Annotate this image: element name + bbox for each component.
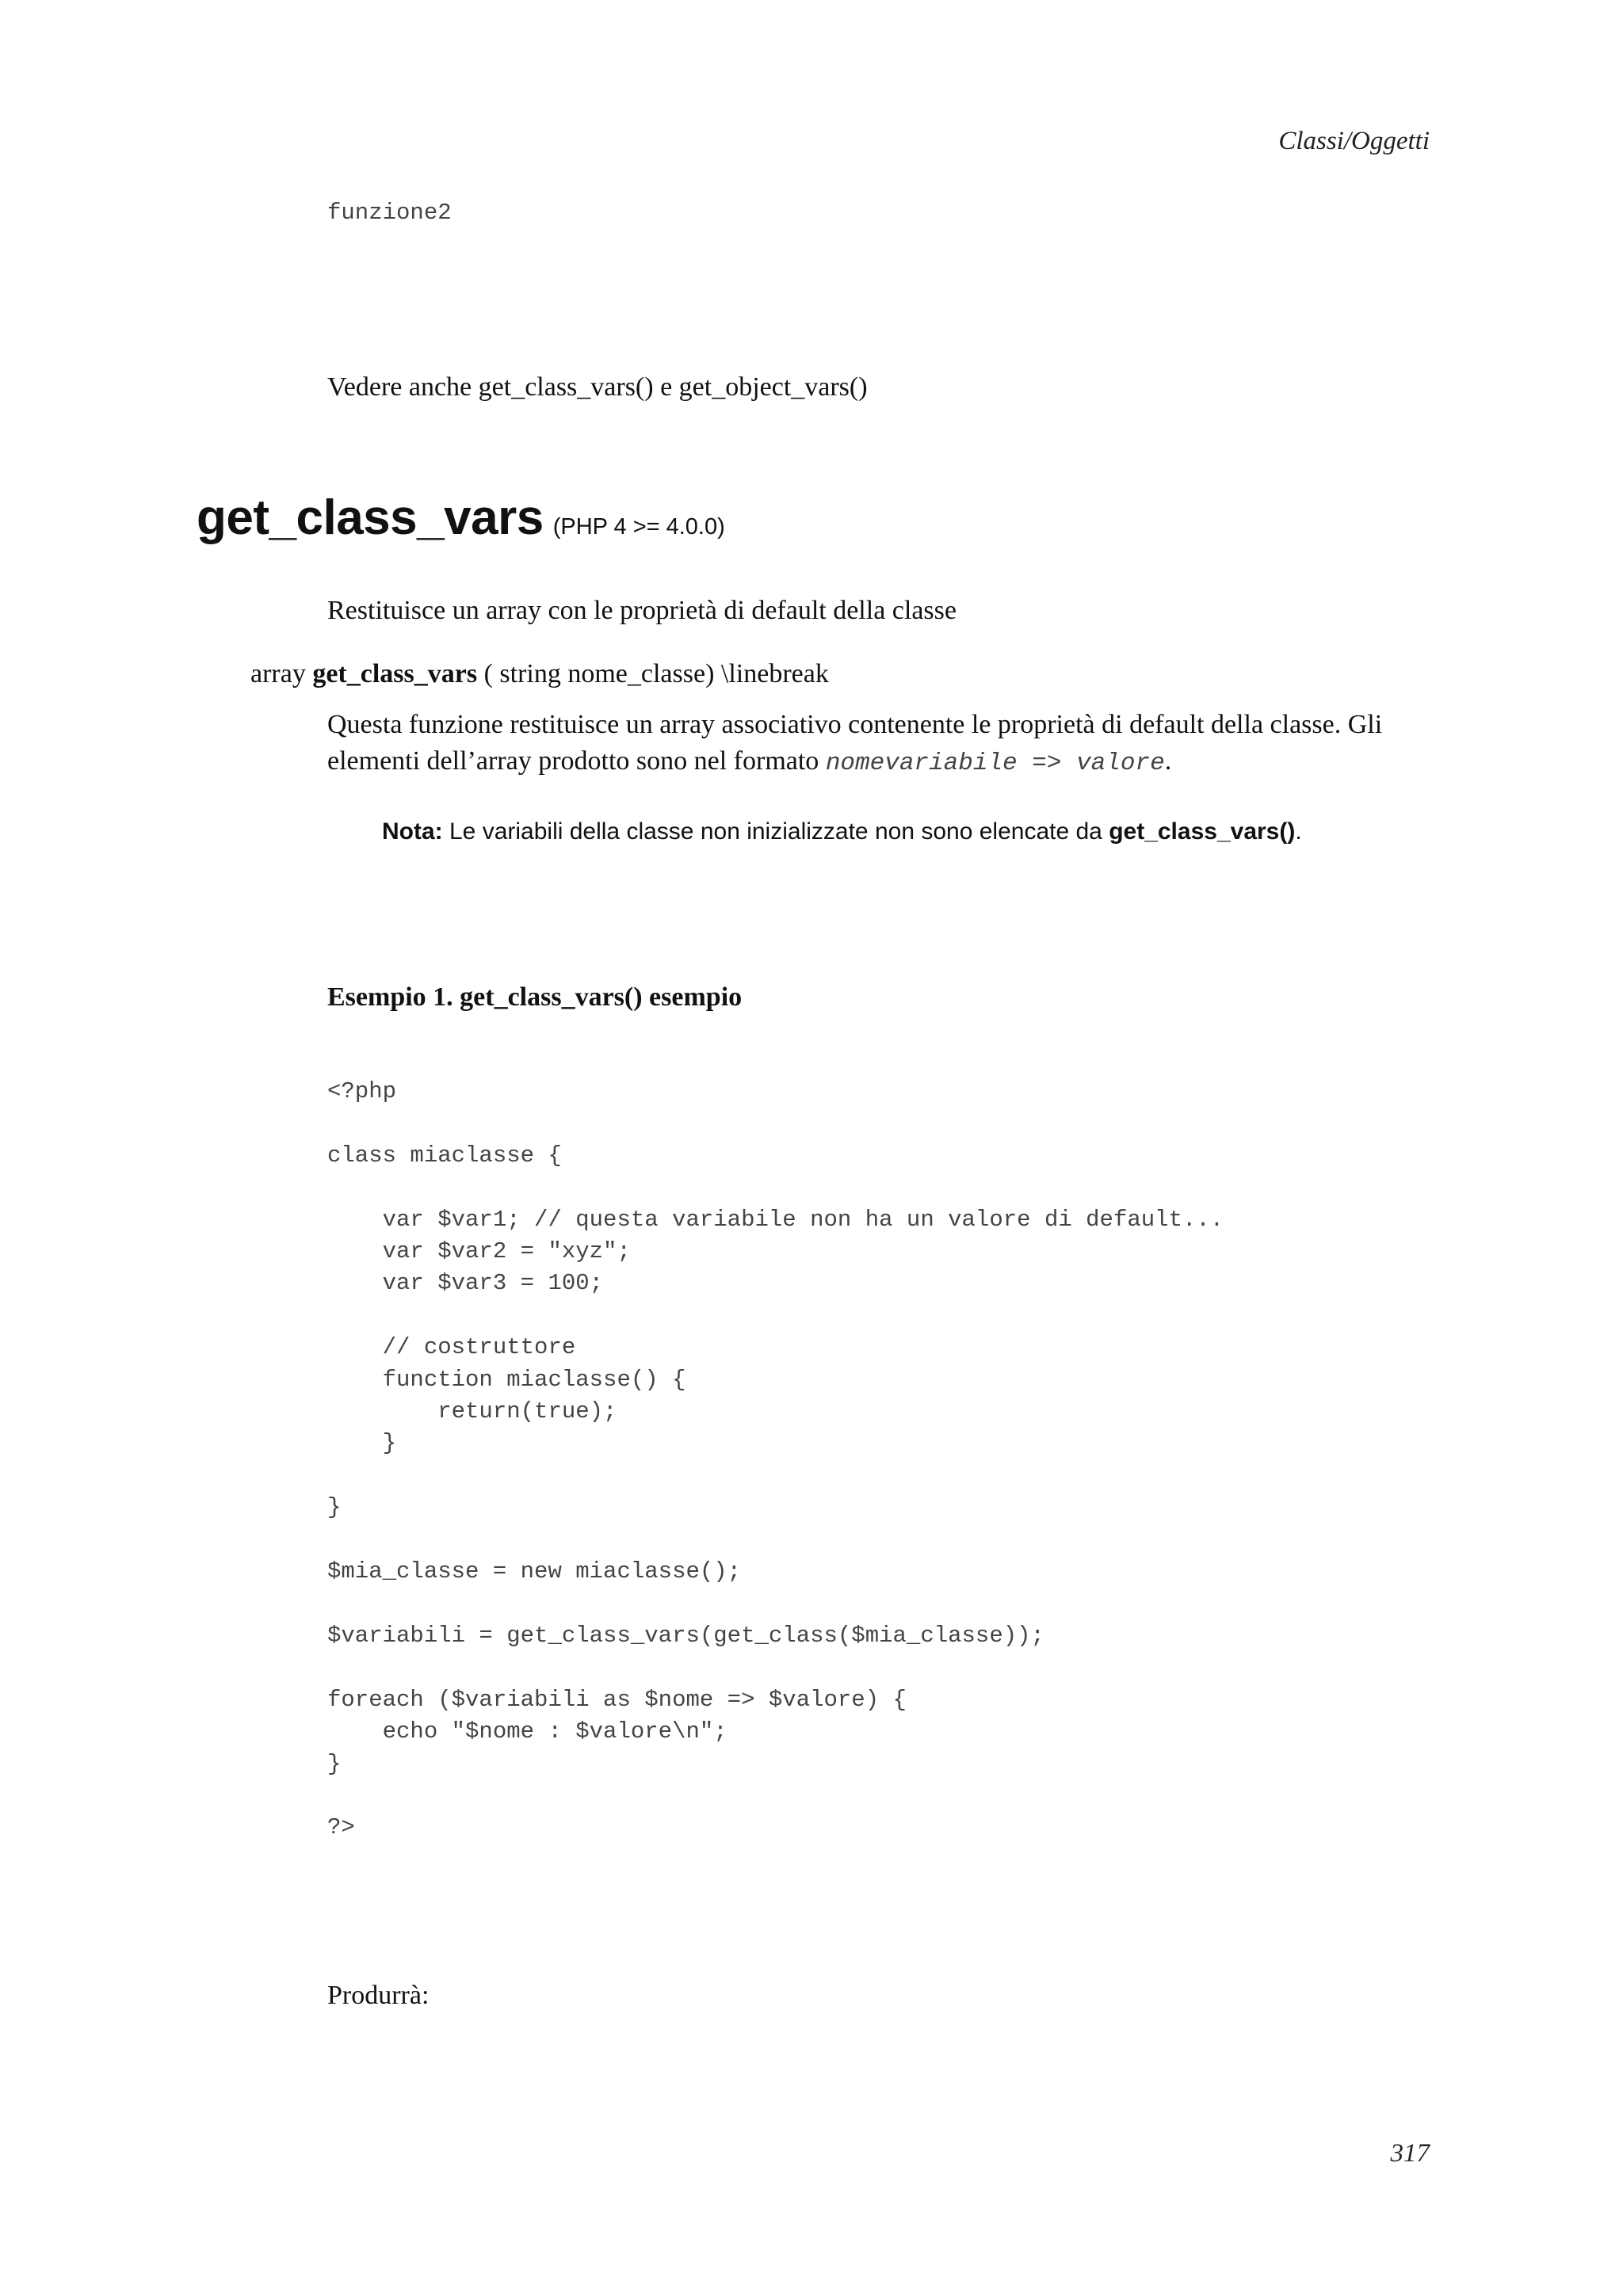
running-header: Classi/Oggetti [1278, 127, 1430, 155]
signature-function-name: get_class_vars [312, 659, 478, 688]
example-title: Esempio 1. get_class_vars() esempio [327, 982, 743, 1012]
note-box [382, 818, 1302, 845]
note-label: Nota: [382, 818, 443, 845]
description-text: Questa funzione restituisce un array associativo contenente le proprietà di default della classe. Gli elementi dell’array prodotto sono nel formato [327, 710, 1383, 776]
description-format: nomevariabile => valore [825, 749, 1165, 777]
description-end: . [1164, 746, 1172, 776]
function-name-heading: get_class_vars [197, 490, 544, 545]
code-fragment: funzione2 [327, 200, 452, 226]
function-signature [250, 659, 829, 689]
note-text: Le variabili della classe non inizializzate non sono elencate da [442, 818, 1109, 845]
page-number: 317 [1390, 2139, 1430, 2168]
see-also-text: Vedere anche get_class_vars() e get_object_vars() [327, 372, 868, 402]
function-description [327, 707, 1437, 782]
function-purpose: Restituisce un array con le proprietà di default della classe [327, 596, 957, 625]
signature-return-type: array [250, 659, 306, 688]
note-function: get_class_vars() [1109, 818, 1296, 845]
result-label: Produrrà: [327, 1981, 430, 2010]
note-end: . [1295, 818, 1302, 845]
signature-params: ( string nome_classe) \linebreak [483, 659, 829, 688]
version-info: (PHP 4 >= 4.0.0) [552, 514, 725, 540]
example-code-block: <?php class miaclasse { var $var1; // questa variabile non ha un valore di default... var $var2 = "xyz"; var $var3 = 100; // costruttore function miaclasse() { return(true); } } $mia_classe = new miaclasse(); $variabili = get_class_vars(get_class($mia_classe)); foreach ($variabili as $nome => $valore) { echo "$nome : $valore\n"; } ?> [327, 1078, 1224, 1841]
section-heading [197, 490, 725, 546]
